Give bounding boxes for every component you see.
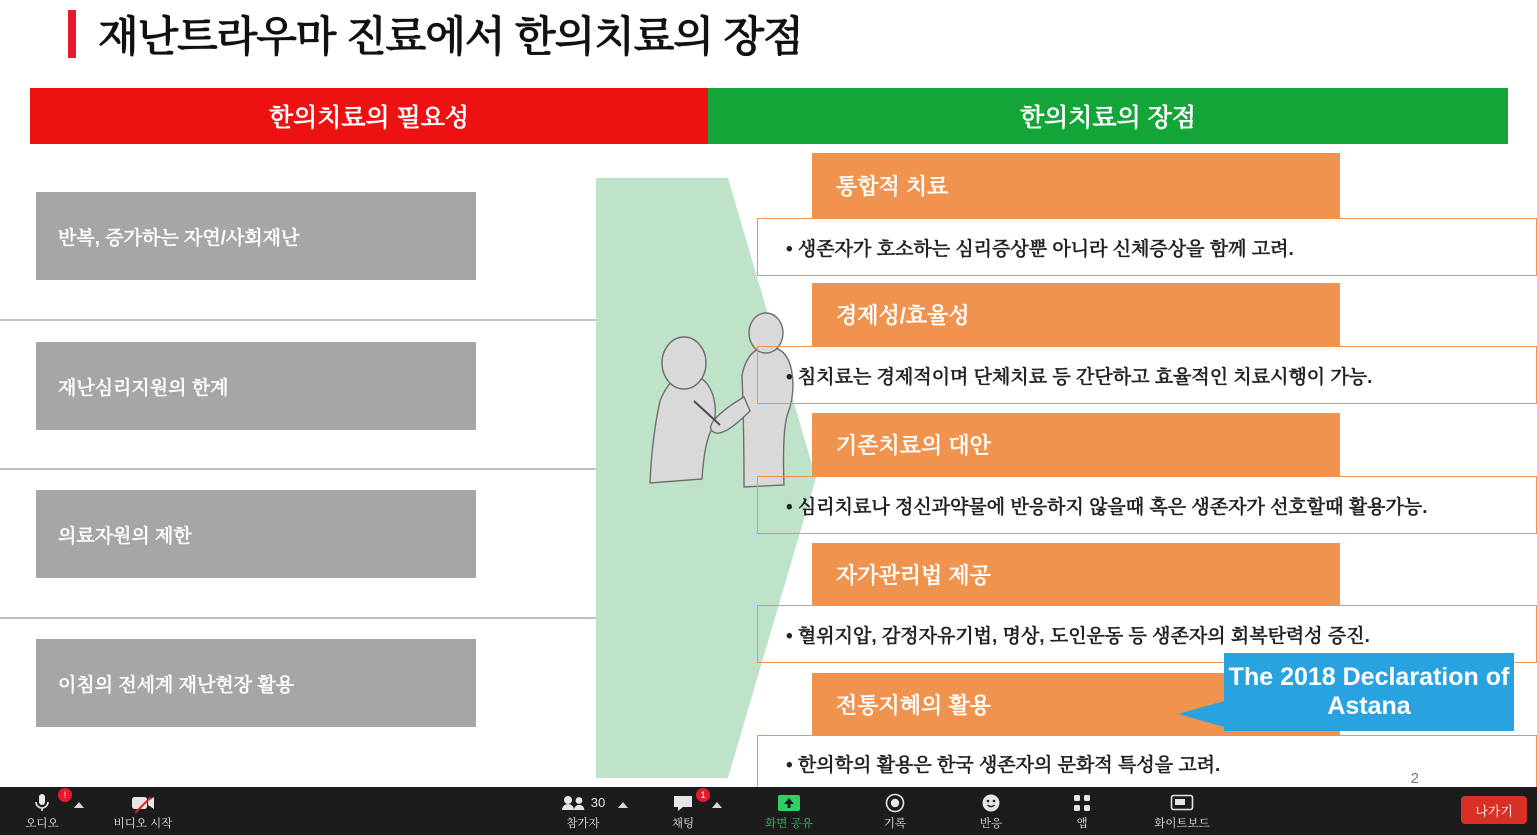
apps-button[interactable]: [1060, 787, 1104, 835]
advantage-body: • 한의학의 활용은 한국 생존자의 문화적 특성을 고려.: [757, 735, 1537, 787]
chat-options-caret[interactable]: [708, 787, 726, 835]
share-screen-button[interactable]: [752, 787, 826, 835]
participants-count: 30: [590, 795, 606, 810]
list-item: 이침의 전세계 재난현장 활용: [36, 639, 476, 727]
audio-alert-badge: !: [58, 788, 72, 802]
reactions-label: 반응: [979, 817, 1003, 830]
audio-button[interactable]: [14, 787, 70, 835]
video-label: 비디오 시작: [113, 817, 173, 830]
chat-button[interactable]: [658, 787, 708, 835]
advantage-body: • 혈위지압, 감정자유기법, 명상, 도인운동 등 생존자의 회복탄력성 증진.: [757, 605, 1537, 663]
participants-icon: [561, 792, 605, 814]
advantage-heading: 경제성/효율성: [812, 283, 1340, 346]
chat-bubble-icon: [672, 792, 694, 814]
reactions-button[interactable]: [964, 787, 1018, 835]
acupuncture-illustration: [624, 305, 820, 505]
chat-unread-badge: 1: [696, 788, 710, 802]
advantage-body: • 심리치료나 정신과약물에 반응하지 않을때 혹은 생존자가 선호할때 활용가능.: [757, 476, 1537, 534]
video-button[interactable]: [106, 787, 180, 835]
advantage-heading: 기존치료의 대안: [812, 413, 1340, 476]
list-item: 반복, 증가하는 자연/사회재난: [36, 192, 476, 280]
apps-icon: [1072, 792, 1092, 814]
banner-advantages: 한의치료의 장점: [708, 88, 1508, 144]
participants-label: 참가자: [566, 817, 600, 830]
smiley-icon: [981, 792, 1001, 814]
video-camera-icon: [131, 792, 155, 814]
apps-label: 앱: [1076, 817, 1088, 830]
title-accent-bar: [68, 10, 76, 58]
acupuncture-figure-icon: [624, 305, 820, 505]
audio-label: 오디오: [25, 817, 59, 830]
slide-title-row: [0, 0, 1537, 68]
audio-options-caret[interactable]: [70, 787, 88, 835]
share-screen-icon: [776, 792, 802, 814]
chevron-up-icon: [74, 802, 84, 808]
record-button[interactable]: [868, 787, 922, 835]
advantage-heading: 자가관리법 제공: [812, 543, 1340, 605]
microphone-icon: [33, 792, 51, 814]
record-label: 기록: [883, 817, 907, 830]
leave-button[interactable]: 나가기: [1461, 796, 1527, 824]
participants-options-caret[interactable]: [614, 787, 632, 835]
zoom-toolbar: [0, 787, 1537, 835]
list-item: 재난심리지원의 한계: [36, 342, 476, 430]
astana-callout: The 2018 Declaration of Astana: [1224, 653, 1514, 731]
advantage-body: • 침치료는 경제적이며 단체치료 등 간단하고 효율적인 치료시행이 가능.: [757, 346, 1537, 404]
whiteboard-label: 화이트보드: [1154, 817, 1210, 830]
chevron-up-icon: [712, 802, 722, 808]
advantage-heading: 통합적 치료: [812, 153, 1340, 218]
participants-button[interactable]: [552, 787, 614, 835]
page-title: 재난트라우마 진료에서 한의치료의 장점: [98, 13, 803, 60]
whiteboard-icon: [1170, 792, 1194, 814]
whiteboard-button[interactable]: [1146, 787, 1218, 835]
advantage-heading: 전통지혜의 활용: [812, 673, 1340, 735]
share-screen-label: 화면 공유: [765, 817, 813, 830]
list-item: 의료자원의 제한: [36, 490, 476, 578]
callout-tail: [1178, 700, 1228, 728]
record-icon: [885, 792, 905, 814]
chat-label: 채팅: [671, 817, 695, 830]
page-number: 2: [1410, 770, 1419, 787]
banner-necessity: 한의치료의 필요성: [30, 88, 708, 144]
chevron-up-icon: [618, 802, 628, 808]
advantage-body: • 생존자가 호소하는 심리증상뿐 아니라 신체증상을 함께 고려.: [757, 218, 1537, 276]
